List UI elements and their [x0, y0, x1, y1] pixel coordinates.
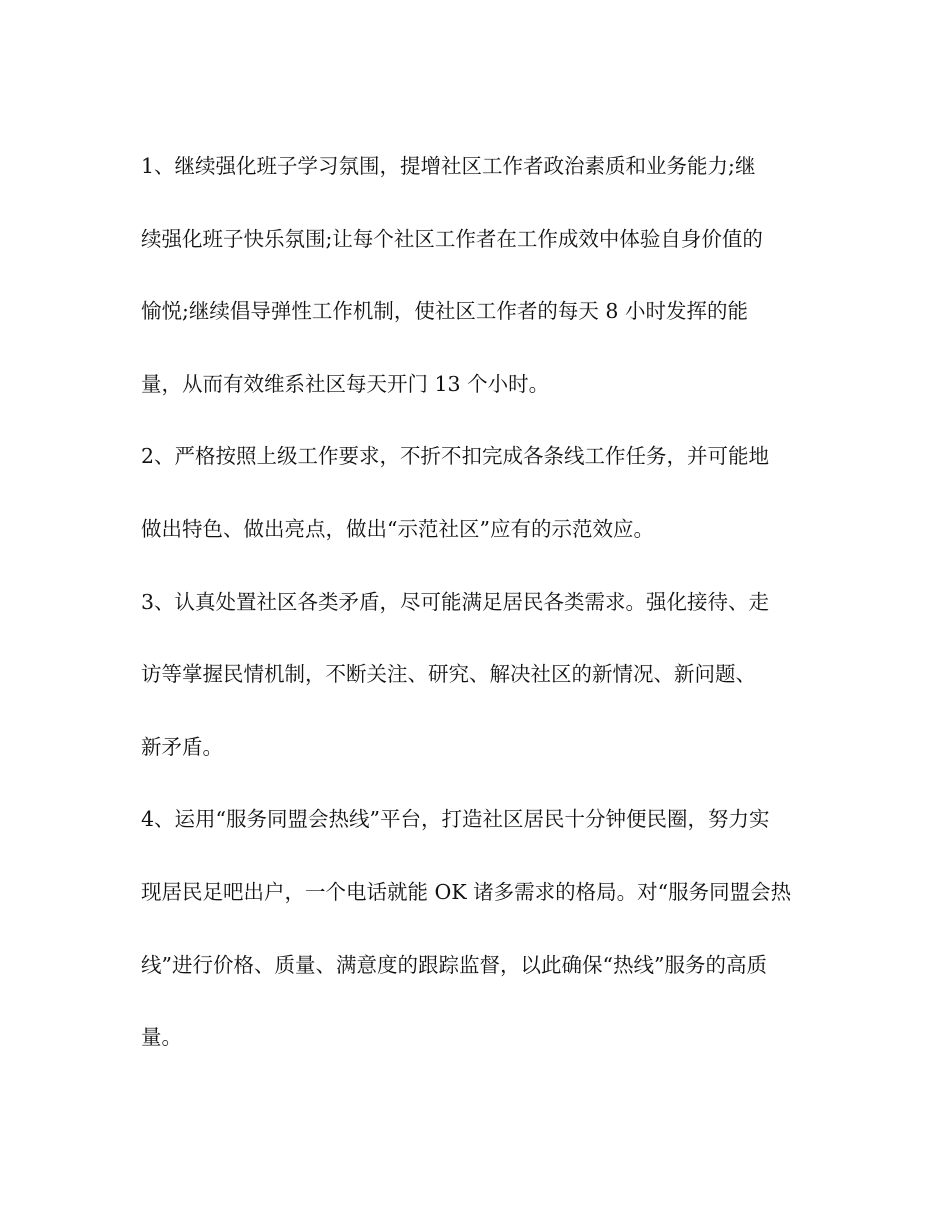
- text-line: 2、严格按照上级工作要求，不折不扣完成各条线工作任务，并可能地: [141, 444, 770, 469]
- text-line: 量，从而有效维系社区每天开门 13 个小时。: [141, 371, 550, 396]
- text-line: 新矛盾。: [141, 734, 223, 759]
- text-line: 访等掌握民情机制，不断关注、研究、解决社区的新情况、新问题、: [141, 662, 756, 687]
- paragraph-1: [141, 130, 813, 420]
- paragraph-3: [141, 566, 813, 784]
- text-line: 现居民足吧出户，一个电话就能 OK 诸多需求的格局。对“服务同盟会热: [141, 879, 792, 904]
- text-line: 线”进行价格、质量、满意度的跟踪监督，以此确保“热线”服务的高质: [141, 952, 767, 977]
- text-line: 3、认真处置社区各类矛盾，尽可能满足居民各类需求。强化接待、走: [141, 589, 770, 614]
- text-line: 续强化班子快乐氛围;让每个社区工作者在工作成效中体验自身价值的: [141, 226, 763, 251]
- text-line: 做出特色、做出亮点，做出“示范社区”应有的示范效应。: [141, 516, 654, 541]
- paragraph-2: [141, 420, 813, 565]
- document-body: [141, 130, 813, 1074]
- text-line: 4、运用“服务同盟会热线”平台，打造社区居民十分钟便民圈，努力实: [141, 807, 770, 832]
- paragraph-4: [141, 783, 813, 1073]
- text-line: 量。: [141, 1025, 182, 1050]
- text-line: 1、继续强化班子学习氛围，提增社区工作者政治素质和业务能力;继: [141, 154, 756, 178]
- text-line: 愉悦;继续倡导弹性工作机制，使社区工作者的每天 8 小时发挥的能: [141, 299, 748, 324]
